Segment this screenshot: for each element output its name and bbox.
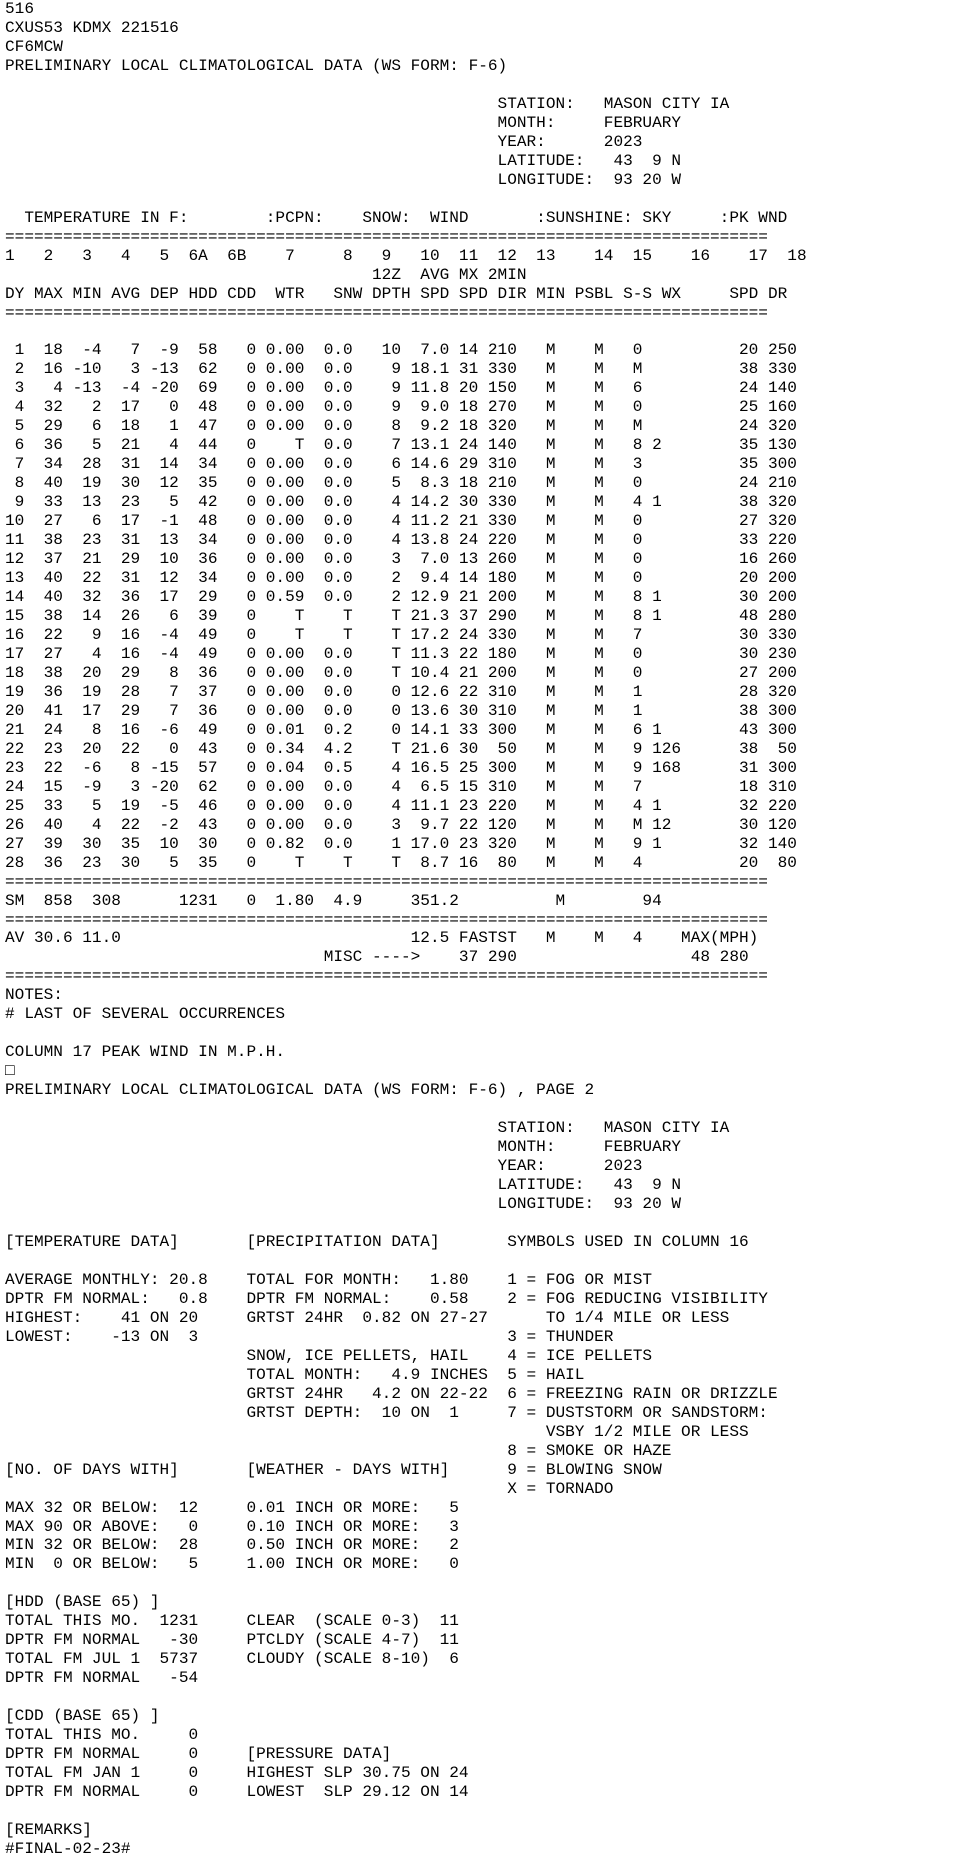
report-line: DPTR FM NORMAL -54 [5,1669,199,1688]
report-line: HIGHEST: 41 ON 20 GRTST 24HR 0.82 ON 27-27 TO 1/4 MILE OR LESS [5,1308,730,1327]
report-line: 16 22 9 16 -4 49 0 T T T 17.2 24 330 M M 7 30 330 [5,625,797,644]
report-line: 10 27 6 17 -1 48 0 0.00 0.0 4 11.2 21 330 M M 0 27 320 [5,512,797,531]
report-line: DPTR FM NORMAL -30 PTCLDY (SCALE 4-7) 11 [5,1631,459,1650]
report-line: MAX 90 OR ABOVE: 0 0.10 INCH OR MORE: 3 [5,1517,459,1536]
report-line: 6 36 5 21 4 44 0 T 0.0 7 13.1 24 140 M M 8 2 35 130 [5,436,797,455]
report-line: 20 41 17 29 7 36 0 0.00 0.0 0 13.6 30 310 M M 1 38 300 [5,701,797,720]
report-line: 516 [5,0,34,18]
report-line: SNOW, ICE PELLETS, HAIL 4 = ICE PELLETS [5,1346,653,1365]
report-line: TOTAL THIS MO. 0 [5,1726,199,1745]
report-line: LONGITUDE: 93 20 W [5,170,682,189]
report-line: =============================================================================== [5,910,768,929]
report-line: □ [5,1062,15,1081]
report-line: =============================================================================== [5,967,768,986]
report-line: TOTAL FM JUL 1 5737 CLOUDY (SCALE 8-10) 6 [5,1650,459,1669]
report-line [5,1574,969,1593]
report-line: 25 33 5 19 -5 46 0 0.00 0.0 4 11.1 23 220 M M 4 1 32 220 [5,796,797,815]
report-line: 9 33 13 23 5 42 0 0.00 0.0 4 14.2 30 330 M M 4 1 38 320 [5,493,797,512]
report-line [5,190,969,209]
report-line: 13 40 22 31 12 34 0 0.00 0.0 2 9.4 14 180 M M 0 20 200 [5,569,797,588]
report-line: 14 40 32 36 17 29 0 0.59 0.0 2 12.9 21 200 M M 8 1 30 200 [5,588,797,607]
report-line: 18 38 20 29 8 36 0 0.00 0.0 T 10.4 21 200 M M 0 27 200 [5,663,797,682]
report-line: 4 32 2 17 0 48 0 0.00 0.0 9 9.0 18 270 M M 0 25 160 [5,398,797,417]
report-line: PRELIMINARY LOCAL CLIMATOLOGICAL DATA (WS FORM: F-6) , PAGE 2 [5,1081,595,1100]
report-line: LATITUDE: 43 9 N [5,151,682,170]
report-line: 26 40 4 22 -2 43 0 0.00 0.0 3 9.7 22 120 M M M 12 30 120 [5,815,797,834]
report-line: [NO. OF DAYS WITH] [WEATHER - DAYS WITH] 9 = BLOWING SNOW [5,1460,662,1479]
report-line: AVERAGE MONTHLY: 20.8 TOTAL FOR MONTH: 1.80 1 = FOG OR MIST [5,1270,653,1289]
report-line: YEAR: 2023 [5,1157,643,1176]
report-line [5,1214,969,1233]
report-line: TEMPERATURE IN F: :PCPN: SNOW: WIND :SUNSHINE: SKY :PK WND [5,208,788,227]
report-line: =============================================================================== [5,303,768,322]
report-line: GRTST DEPTH: 10 ON 1 7 = DUSTSTORM OR SANDSTORM: [5,1403,768,1422]
report-line: 15 38 14 26 6 39 0 T T T 21.3 37 290 M M 8 1 48 280 [5,607,797,625]
report-line: GRTST 24HR 4.2 ON 22-22 6 = FREEZING RAIN OR DRIZZLE [5,1384,778,1403]
report-line: [TEMPERATURE DATA] [PRECIPITATION DATA] SYMBOLS USED IN COLUMN 16 [5,1232,749,1251]
report-line: TOTAL MONTH: 4.9 INCHES 5 = HAIL [5,1365,585,1384]
report-line: 21 24 8 16 -6 49 0 0.01 0.2 0 14.1 33 300 M M 6 1 43 300 [5,720,797,739]
report-line: CF6MCW [5,37,63,56]
report-line: =============================================================================== [5,872,768,891]
report-line: DY MAX MIN AVG DEP HDD CDD WTR SNW DPTH SPD SPD DIR MIN PSBL S-S WX SPD DR [5,284,788,303]
report-line: 1 18 -4 7 -9 58 0 0.00 0.0 10 7.0 14 210 M M 0 20 250 [5,341,797,360]
report-line: PRELIMINARY LOCAL CLIMATOLOGICAL DATA (WS FORM: F-6) [5,56,508,75]
report-line: 27 39 30 35 10 30 0 0.82 0.0 1 17.0 23 320 M M 9 1 32 140 [5,834,797,853]
report-line: 1 2 3 4 5 6A 6B 7 8 9 10 11 12 13 14 15 16 17 18 [5,246,807,265]
report-line: LONGITUDE: 93 20 W [5,1195,682,1214]
report-line [5,1252,969,1271]
report-line: 28 36 23 30 5 35 0 T T T 8.7 16 80 M M 4 20 80 [5,853,797,872]
report-line: [REMARKS] [5,1821,92,1839]
report-line: STATION: MASON CITY IA [5,94,730,113]
report-line: X = TORNADO [5,1479,614,1498]
report-line: NOTES: [5,986,63,1005]
report-line: LOWEST: -13 ON 3 3 = THUNDER [5,1327,614,1346]
report-line: =============================================================================== [5,227,768,246]
report-line: TOTAL FM JAN 1 0 HIGHEST SLP 30.75 ON 24 [5,1764,469,1783]
report-line: MONTH: FEBRUARY [5,113,682,132]
report-line: COLUMN 17 PEAK WIND IN M.P.H. [5,1043,286,1062]
report-line: VSBY 1/2 MILE OR LESS [5,1422,749,1441]
report-line: 5 29 6 18 1 47 0 0.00 0.0 8 9.2 18 320 M M M 24 320 [5,417,797,436]
report-line: 22 23 20 22 0 43 0 0.34 4.2 T 21.6 30 50 M M 9 126 38 50 [5,739,797,758]
report-line: MONTH: FEBRUARY [5,1138,682,1157]
report-line: AV 30.6 11.0 12.5 FASTST M M 4 MAX(MPH) [5,929,759,948]
report-line: 2 16 -10 3 -13 62 0 0.00 0.0 9 18.1 31 330 M M M 38 330 [5,360,797,379]
report-line: SM 858 308 1231 0 1.80 4.9 351.2 M 94 [5,891,662,910]
report-line: LATITUDE: 43 9 N [5,1176,682,1195]
report-line [5,76,969,95]
report-line [5,1024,969,1043]
report-line: DPTR FM NORMAL: 0.8 DPTR FM NORMAL: 0.58 2 = FOG REDUCING VISIBILITY [5,1289,768,1308]
report-line: 11 38 23 31 13 34 0 0.00 0.0 4 13.8 24 220 M M 0 33 220 [5,531,797,550]
report-line [5,1802,969,1821]
report-line: MIN 32 OR BELOW: 28 0.50 INCH OR MORE: 2 [5,1536,459,1555]
report-line: 23 22 -6 8 -15 57 0 0.04 0.5 4 16.5 25 300 M M 9 168 31 300 [5,758,797,777]
report-line: # LAST OF SEVERAL OCCURRENCES [5,1005,286,1024]
report-line: DPTR FM NORMAL 0 [PRESSURE DATA] [5,1745,392,1764]
report-line: #FINAL-02-23# [5,1839,131,1858]
report-line [5,1100,969,1119]
report-line: 3 4 -13 -4 -20 69 0 0.00 0.0 9 11.8 20 150 M M 6 24 140 [5,379,797,398]
report-line: MISC ----> 37 290 48 280 [5,948,749,967]
report-line: CXUS53 KDMX 221516 [5,18,179,37]
report-line: 12 37 21 29 10 36 0 0.00 0.0 3 7.0 13 260 M M 0 16 260 [5,550,797,569]
report-line: 8 = SMOKE OR HAZE [5,1441,672,1460]
report-line: 17 27 4 16 -4 49 0 0.00 0.0 T 11.3 22 180 M M 0 30 230 [5,644,797,663]
report-line: MIN 0 OR BELOW: 5 1.00 INCH OR MORE: 0 [5,1555,459,1574]
report-line: 12Z AVG MX 2MIN [5,265,527,284]
report-line: [HDD (BASE 65) ] [5,1593,160,1612]
report-line: STATION: MASON CITY IA [5,1119,730,1138]
report-line: 7 34 28 31 14 34 0 0.00 0.0 6 14.6 29 310 M M 3 35 300 [5,455,797,474]
report-line: TOTAL THIS MO. 1231 CLEAR (SCALE 0-3) 11 [5,1612,459,1631]
report-line: 19 36 19 28 7 37 0 0.00 0.0 0 12.6 22 310 M M 1 28 320 [5,682,797,701]
report-line: DPTR FM NORMAL 0 LOWEST SLP 29.12 ON 14 [5,1783,469,1802]
report-line: MAX 32 OR BELOW: 12 0.01 INCH OR MORE: 5 [5,1498,459,1517]
report-line: 8 40 19 30 12 35 0 0.00 0.0 5 8.3 18 210 M M 0 24 210 [5,474,797,493]
report-line: 24 15 -9 3 -20 62 0 0.00 0.0 4 6.5 15 310 M M 7 18 310 [5,777,797,796]
report-line [5,322,969,341]
report-line [5,1688,969,1707]
report-line: YEAR: 2023 [5,132,643,151]
report-line: [CDD (BASE 65) ] [5,1707,160,1726]
